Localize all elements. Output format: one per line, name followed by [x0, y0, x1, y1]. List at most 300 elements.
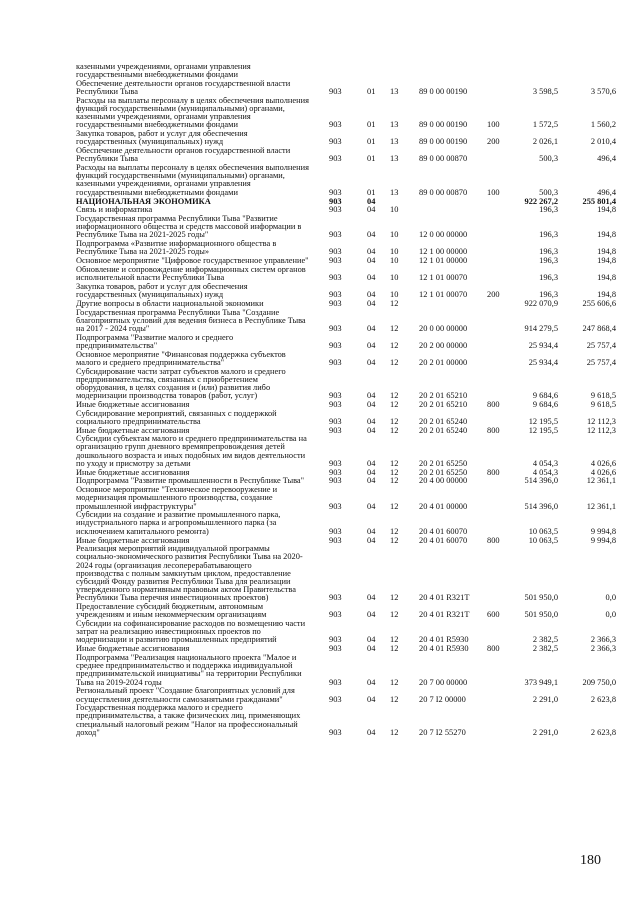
target-article-code: 20 4 01 R321T — [419, 610, 470, 620]
description-line: функций государственными (муниципальными) органами, — [76, 105, 285, 114]
target-article-code: 20 2 01 65250 — [419, 458, 468, 468]
amount-year-1: 4 054,3 — [532, 458, 558, 468]
amount-year-2: 25 757,4 — [586, 340, 616, 350]
ved-code: 903 — [329, 476, 342, 486]
row-description — [76, 164, 320, 197]
target-article-code: 12 1 01 00000 — [419, 256, 468, 266]
amount-year-1: 514 396,0 — [524, 476, 558, 486]
description-line: на 2017 - 2024 годы" — [76, 324, 150, 333]
section-code: 04 — [367, 323, 376, 333]
subsection-code: 12 — [390, 501, 399, 511]
subsection-code: 13 — [390, 120, 399, 130]
description-line: промышленной инфраструктуры" — [76, 502, 197, 511]
amount-year-2: 12 361,1 — [586, 501, 616, 511]
description-line: Подпрограмма "Реализация национального проекта "Малое и — [76, 654, 297, 662]
target-article-code: 89 0 00 00870 — [419, 187, 468, 197]
row-description — [76, 351, 320, 367]
target-article-code: 89 0 00 00190 — [419, 120, 468, 130]
description-line: Государственная программа Республики Тыва "Развитие — [76, 215, 278, 223]
expense-type-code: 600 — [487, 610, 500, 620]
description-line: информационного общества и средств массовой информации в — [76, 223, 302, 232]
description-line: казенными учреждениями, органами управления — [76, 113, 251, 122]
row-description — [76, 687, 320, 703]
budget-row — [0, 435, 640, 468]
description-line: Республике Тыва на 2021-2025 годы" — [76, 231, 209, 240]
budget-row — [0, 300, 640, 308]
row-description — [76, 63, 320, 79]
ved-code: 903 — [329, 399, 342, 409]
row-description — [76, 545, 320, 602]
subsection-code: 10 — [390, 205, 399, 215]
expense-type-code: 800 — [487, 535, 500, 545]
description-line: Иные бюджетные ассигнования — [76, 400, 190, 409]
row-description — [76, 206, 320, 214]
section-code: 04 — [367, 526, 376, 536]
target-article-code: 20 7 00 00000 — [419, 677, 468, 687]
budget-row — [0, 215, 640, 240]
description-line: Расходы на выплаты персоналу в целях обеспечения выполнения — [76, 96, 309, 105]
budget-row — [0, 334, 640, 350]
target-article-code: 89 0 00 00870 — [419, 154, 468, 164]
description-line: социально-экономического развития Республики Тыва на 2020- — [76, 553, 303, 562]
ved-code: 903 — [329, 635, 342, 645]
row-description — [76, 80, 320, 96]
description-line: государственных (муниципальных) нужд — [76, 138, 224, 147]
expense-type-code: 800 — [487, 467, 500, 477]
description-line: Расходы на выплаты персоналу в целях обеспечения выполнения — [76, 164, 309, 173]
subsection-code: 12 — [390, 476, 399, 486]
description-line: исключением капитального ремонта) — [76, 527, 209, 536]
amount-year-2: 12 112,3 — [586, 416, 616, 426]
description-line: Субсидии на создание и развитие промышленного парка, — [76, 511, 281, 520]
budget-row — [0, 654, 640, 687]
amount-year-2: 247 868,4 — [582, 323, 616, 333]
section-code: 04 — [367, 289, 376, 299]
ved-code: 903 — [329, 230, 342, 240]
ved-code: 903 — [329, 272, 342, 282]
subsection-code: 12 — [390, 694, 399, 704]
budget-row — [0, 537, 640, 545]
amount-year-2: 255 606,6 — [582, 298, 616, 308]
amount-year-1: 2 291,0 — [532, 727, 558, 737]
description-line: Другие вопросы в области национальной экономики — [76, 299, 264, 308]
amount-year-2: 194,8 — [597, 247, 616, 257]
subsection-code: 12 — [390, 458, 399, 468]
budget-row — [0, 645, 640, 653]
description-line: Подпрограмма "Развитие промышленности в Республике Тыва" — [76, 477, 305, 486]
description-line: Подпрограмма "Развитие малого и среднего — [76, 333, 234, 342]
subsection-code: 12 — [390, 340, 399, 350]
row-description — [76, 620, 320, 645]
target-article-code: 12 1 01 00070 — [419, 289, 468, 299]
amount-year-1: 3 598,5 — [532, 87, 558, 97]
target-article-code: 20 2 01 65210 — [419, 399, 468, 409]
row-description — [76, 401, 320, 409]
row-description — [76, 435, 320, 468]
amount-year-1: 196,3 — [539, 205, 558, 215]
budget-row — [0, 164, 640, 197]
target-article-code: 20 2 01 65210 — [419, 391, 468, 401]
target-article-code: 12 1 01 00070 — [419, 272, 468, 282]
description-line: Подпрограмма «Развитие информационного общества в — [76, 240, 277, 249]
row-description — [76, 511, 320, 536]
subsection-code: 12 — [390, 644, 399, 654]
ved-code: 903 — [329, 137, 342, 147]
ved-code: 903 — [329, 644, 342, 654]
description-line: Республике Тыва на 2021-2025 годы» — [76, 248, 210, 257]
ved-code: 903 — [329, 120, 342, 130]
ved-code: 903 — [329, 425, 342, 435]
description-line: социального предпринимательства — [76, 417, 201, 426]
ved-code: 903 — [329, 323, 342, 333]
description-line: Региональный проект "Создание благоприятных условий для — [76, 687, 295, 696]
amount-year-1: 25 934,4 — [528, 357, 558, 367]
budget-row — [0, 130, 640, 146]
budget-row — [0, 147, 640, 163]
description-line: государственными внебюджетными фондами — [76, 71, 238, 80]
amount-year-2: 4 026,6 — [590, 467, 616, 477]
budget-row — [0, 309, 640, 334]
section-code: 04 — [367, 535, 376, 545]
ved-code: 903 — [329, 694, 342, 704]
subsection-code: 13 — [390, 187, 399, 197]
ved-code: 903 — [329, 298, 342, 308]
amount-year-1: 501 950,0 — [524, 610, 558, 620]
row-description — [76, 368, 320, 401]
amount-year-2: 2 623,8 — [590, 694, 616, 704]
description-line: Субсидии на софинансирование расходов по возмещению части — [76, 620, 306, 629]
section-code: 04 — [367, 340, 376, 350]
amount-year-1: 922 267,2 — [524, 196, 558, 206]
amount-year-2: 12 112,3 — [586, 425, 616, 435]
section-code: 04 — [367, 458, 376, 468]
target-article-code: 20 4 01 60070 — [419, 535, 468, 545]
row-description — [76, 240, 320, 256]
description-line: Субсидии субъектам малого и среднего предпринимательства на — [76, 435, 307, 444]
description-line: Субсидирование мероприятий, связанных с поддержкой — [76, 409, 277, 418]
budget-row — [0, 511, 640, 536]
row-description — [76, 469, 320, 477]
description-line: субсидий Фонду развития Республики Тыва для реализации — [76, 577, 291, 586]
expense-type-code: 100 — [487, 187, 500, 197]
ved-code: 903 — [329, 467, 342, 477]
description-line: по уходу и присмотру за детьми — [76, 459, 191, 468]
amount-year-2: 496,4 — [597, 187, 616, 197]
row-description — [76, 309, 320, 334]
description-line: Иные бюджетные ассигнования — [76, 536, 190, 545]
amount-year-2: 25 757,4 — [586, 357, 616, 367]
amount-year-2: 496,4 — [597, 154, 616, 164]
amount-year-2: 194,8 — [597, 289, 616, 299]
description-line: специальный налоговый режим "Налог на профессиональный — [76, 720, 298, 729]
ved-code: 903 — [329, 458, 342, 468]
ved-code: 903 — [329, 256, 342, 266]
section-code: 04 — [367, 247, 376, 257]
section-code: 04 — [367, 593, 376, 603]
description-line: затрат на реализацию инвестиционных проектов по — [76, 628, 261, 637]
row-description — [76, 537, 320, 545]
amount-year-1: 922 070,9 — [524, 298, 558, 308]
section-code: 04 — [367, 644, 376, 654]
amount-year-2: 9 618,5 — [590, 391, 616, 401]
description-line: Обеспечение деятельности органов государственной власти — [76, 80, 291, 88]
description-line: предпринимательской инициативы" на территории Республики — [76, 670, 302, 679]
ved-code: 903 — [329, 526, 342, 536]
description-line: среднее предпринимательство и поддержка индивидуальной — [76, 662, 293, 671]
description-line: функций государственными (муниципальными) органами, — [76, 172, 285, 181]
amount-year-2: 255 801,4 — [582, 196, 616, 206]
description-line: индустриального парка и агропромышленного парка (за — [76, 519, 277, 528]
ved-code: 903 — [329, 154, 342, 164]
subsection-code: 13 — [390, 87, 399, 97]
subsection-code: 12 — [390, 399, 399, 409]
budget-row — [0, 477, 640, 485]
amount-year-1: 1 572,5 — [532, 120, 558, 130]
row-description — [76, 334, 320, 350]
expense-type-code: 800 — [487, 644, 500, 654]
row-description — [76, 645, 320, 653]
description-line: казенными учреждениями, органами управления — [76, 180, 251, 189]
amount-year-1: 9 684,6 — [532, 391, 558, 401]
amount-year-2: 9 994,8 — [590, 535, 616, 545]
section-code: 04 — [367, 694, 376, 704]
description-line: модернизация промышленного производства, создание — [76, 494, 273, 503]
ved-code: 903 — [329, 727, 342, 737]
amount-year-1: 501 950,0 — [524, 593, 558, 603]
amount-year-1: 196,3 — [539, 272, 558, 282]
amount-year-1: 914 279,5 — [524, 323, 558, 333]
budget-row — [0, 368, 640, 401]
target-article-code: 20 2 01 65240 — [419, 416, 468, 426]
section-code: 04 — [367, 677, 376, 687]
subsection-code: 12 — [390, 593, 399, 603]
ved-code: 903 — [329, 247, 342, 257]
subsection-code: 12 — [390, 610, 399, 620]
section-code: 04 — [367, 467, 376, 477]
amount-year-2: 9 994,8 — [590, 526, 616, 536]
ved-code: 903 — [329, 593, 342, 603]
ved-code: 903 — [329, 677, 342, 687]
subsection-code: 10 — [390, 230, 399, 240]
description-line: Связь и информатика — [76, 206, 153, 215]
budget-row — [0, 240, 640, 256]
amount-year-2: 209 750,0 — [582, 677, 616, 687]
target-article-code: 20 2 00 00000 — [419, 340, 468, 350]
expense-type-code: 200 — [487, 137, 500, 147]
section-code: 04 — [367, 298, 376, 308]
description-line: предпринимательства" — [76, 341, 158, 350]
subsection-code: 12 — [390, 391, 399, 401]
budget-row — [0, 545, 640, 602]
section-code: 04 — [367, 476, 376, 486]
row-description — [76, 654, 320, 687]
amount-year-2: 2 366,3 — [590, 635, 616, 645]
amount-year-1: 9 684,6 — [532, 399, 558, 409]
description-line: Иные бюджетные ассигнования — [76, 468, 190, 477]
amount-year-1: 10 063,5 — [528, 535, 558, 545]
subsection-code: 12 — [390, 425, 399, 435]
row-description — [76, 257, 320, 265]
section-code: 01 — [367, 87, 376, 97]
budget-row — [0, 410, 640, 426]
amount-year-1: 2 026,1 — [532, 137, 558, 147]
amount-year-1: 196,3 — [539, 247, 558, 257]
ved-code: 903 — [329, 340, 342, 350]
amount-year-1: 196,3 — [539, 256, 558, 266]
budget-row — [0, 206, 640, 214]
amount-year-1: 4 054,3 — [532, 467, 558, 477]
row-description — [76, 477, 320, 485]
description-line: Республики Тыва — [76, 155, 138, 164]
section-code: 04 — [367, 196, 376, 206]
section-code: 01 — [367, 137, 376, 147]
description-line: предпринимательства, а также физических лиц, применяющих — [76, 712, 301, 721]
budget-row — [0, 266, 640, 282]
description-line: Обеспечение деятельности органов государственной власти — [76, 147, 291, 156]
target-article-code: 20 2 01 65240 — [419, 425, 468, 435]
budget-row — [0, 486, 640, 511]
description-line: осуществления деятельности самозанятыми гражданами" — [76, 695, 283, 704]
amount-year-1: 500,3 — [539, 154, 558, 164]
target-article-code: 12 0 00 00000 — [419, 230, 468, 240]
description-line: модернизации и развитию промышленных предприятий — [76, 636, 277, 645]
ved-code: 903 — [329, 187, 342, 197]
ved-code: 903 — [329, 357, 342, 367]
description-line: Основное мероприятие "Финансовая поддержка субъектов — [76, 350, 286, 359]
subsection-code: 10 — [390, 247, 399, 257]
description-line: 2024 годы (организация лесоперерабатывающего — [76, 561, 252, 570]
amount-year-2: 2 366,3 — [590, 644, 616, 654]
budget-row — [0, 620, 640, 645]
amount-year-2: 0,0 — [605, 593, 616, 603]
amount-year-1: 12 195,5 — [528, 416, 558, 426]
ved-code: 903 — [329, 289, 342, 299]
description-line: Обновление и сопровождение информационных систем органов — [76, 265, 306, 274]
description-line: Закупка товаров, работ и услуг для обеспечения — [76, 130, 248, 139]
amount-year-2: 9 618,5 — [590, 399, 616, 409]
target-article-code: 20 4 01 00000 — [419, 501, 468, 511]
expense-type-code: 800 — [487, 425, 500, 435]
budget-row — [0, 704, 640, 737]
row-description — [76, 603, 320, 619]
section-code: 04 — [367, 357, 376, 367]
target-article-code: 20 4 01 R5930 — [419, 644, 469, 654]
section-code: 04 — [367, 416, 376, 426]
target-article-code: 89 0 00 00190 — [419, 137, 468, 147]
amount-year-1: 12 195,5 — [528, 425, 558, 435]
amount-year-2: 194,8 — [597, 230, 616, 240]
subsection-code: 12 — [390, 467, 399, 477]
description-line: малого и среднего предпринимательства" — [76, 358, 225, 367]
description-line: Иные бюджетные ассигнования — [76, 645, 190, 654]
subsection-code: 10 — [390, 289, 399, 299]
description-line: Основное мероприятие "Техническое перевооружение и — [76, 486, 278, 495]
description-line: Предоставление субсидий бюджетным, автономным — [76, 603, 264, 612]
section-code: 04 — [367, 425, 376, 435]
subsection-code: 10 — [390, 272, 399, 282]
description-line: Республики Тыва — [76, 88, 138, 97]
description-line: Иные бюджетные ассигнования — [76, 426, 190, 435]
budget-row — [0, 401, 640, 409]
description-line: Государственная поддержка малого и среднего — [76, 704, 243, 713]
amount-year-2: 194,8 — [597, 256, 616, 266]
description-line: учреждениям и иным некоммерческим организациям — [76, 611, 267, 620]
description-line: доход" — [76, 728, 100, 737]
ved-code: 903 — [329, 391, 342, 401]
subsection-code: 12 — [390, 416, 399, 426]
amount-year-1: 25 934,4 — [528, 340, 558, 350]
description-line: модернизации производства товаров (работ, услуг) — [76, 392, 258, 401]
row-description — [76, 283, 320, 299]
section-code: 01 — [367, 154, 376, 164]
row-description — [76, 130, 320, 146]
description-line: государственных (муниципальных) нужд — [76, 290, 224, 299]
section-code: 01 — [367, 120, 376, 130]
ved-code: 903 — [329, 87, 342, 97]
description-line: казенными учреждениями, органами управления — [76, 63, 251, 71]
description-line: утвержденного нормативным правовым актом Правительства — [76, 586, 296, 595]
target-article-code: 20 2 01 00000 — [419, 357, 468, 367]
section-code: 04 — [367, 256, 376, 266]
amount-year-1: 10 063,5 — [528, 526, 558, 536]
amount-year-1: 2 382,5 — [532, 644, 558, 654]
amount-year-1: 373 949,1 — [524, 677, 558, 687]
target-article-code: 20 4 01 60070 — [419, 526, 468, 536]
description-line: дошкольного возраста и иных подобных им видов деятельности — [76, 451, 306, 460]
description-line: организацию групп дневного времяпрепровождения детей — [76, 443, 285, 452]
amount-year-2: 2 623,8 — [590, 727, 616, 737]
description-line: государственными внебюджетными фондами — [76, 121, 238, 130]
expense-type-code: 200 — [487, 289, 500, 299]
budget-row — [0, 97, 640, 130]
budget-row — [0, 427, 640, 435]
subsection-code: 12 — [390, 677, 399, 687]
section-code: 04 — [367, 230, 376, 240]
description-line: государственными внебюджетными фондами — [76, 188, 238, 197]
amount-year-1: 500,3 — [539, 187, 558, 197]
row-description — [76, 300, 320, 308]
row-description — [76, 704, 320, 737]
description-line: предпринимательства, связанных с приобретением — [76, 375, 258, 384]
ved-code: 903 — [329, 196, 342, 206]
amount-year-2: 194,8 — [597, 272, 616, 282]
page-number: 180 — [580, 853, 601, 868]
section-code: 04 — [367, 399, 376, 409]
section-code: 04 — [367, 501, 376, 511]
description-line: Государственная программа Республики Тыва "Создание — [76, 308, 280, 317]
amount-year-1: 514 396,0 — [524, 501, 558, 511]
section-code: 04 — [367, 272, 376, 282]
budget-row — [0, 80, 640, 96]
description-line: исполнительной власти Республики Тыва — [76, 273, 225, 282]
subsection-code: 10 — [390, 256, 399, 266]
budget-row — [0, 283, 640, 299]
row-description — [76, 147, 320, 163]
budget-row — [0, 687, 640, 703]
ved-code: 903 — [329, 205, 342, 215]
subsection-code: 12 — [390, 635, 399, 645]
section-code: 04 — [367, 205, 376, 215]
target-article-code: 20 2 01 65250 — [419, 467, 468, 477]
description-line: Реализация мероприятий индивидуальной программы — [76, 545, 270, 554]
ved-code: 903 — [329, 416, 342, 426]
budget-row — [0, 351, 640, 367]
amount-year-2: 4 026,6 — [590, 458, 616, 468]
amount-year-1: 2 291,0 — [532, 694, 558, 704]
subsection-code: 13 — [390, 154, 399, 164]
amount-year-2: 0,0 — [605, 610, 616, 620]
amount-year-2: 2 010,4 — [590, 137, 616, 147]
